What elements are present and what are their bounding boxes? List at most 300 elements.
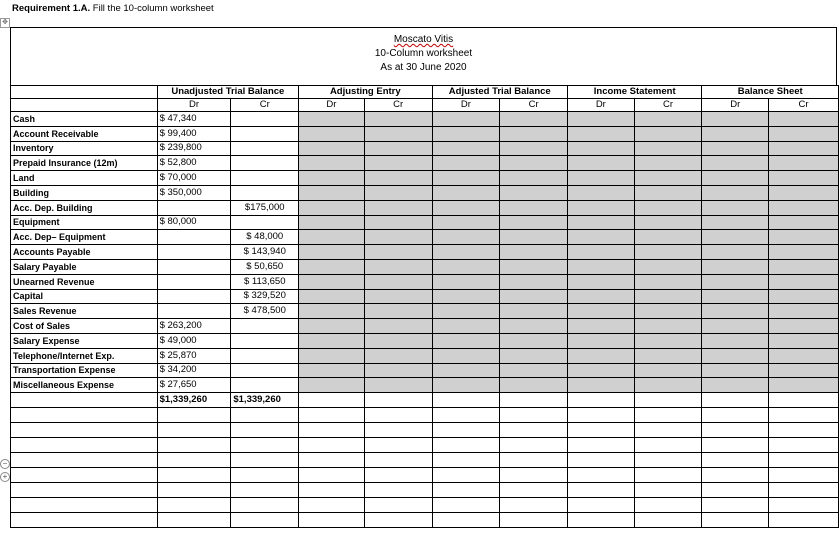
unadjusted-dr[interactable]: $ 70,000 (157, 171, 231, 186)
worksheet-entry-cell[interactable] (432, 363, 500, 378)
worksheet-entry-cell[interactable] (702, 289, 769, 304)
worksheet-entry-cell[interactable] (364, 259, 432, 274)
blank-cell[interactable] (500, 497, 568, 512)
worksheet-entry-cell[interactable] (500, 156, 568, 171)
worksheet-entry-cell[interactable] (634, 259, 702, 274)
unadjusted-cr[interactable] (231, 185, 299, 200)
worksheet-entry-cell[interactable] (769, 363, 839, 378)
requirement-label: Requirement 1.A. (12, 3, 91, 14)
worksheet-entry-cell[interactable] (500, 333, 568, 348)
worksheet-entry-cell[interactable] (567, 304, 634, 319)
unadjusted-dr[interactable] (157, 245, 231, 260)
worksheet-entry-cell[interactable] (702, 156, 769, 171)
worksheet-entry-cell[interactable] (634, 363, 702, 378)
worksheet-entry-cell[interactable] (432, 230, 500, 245)
worksheet-entry-cell[interactable] (299, 200, 365, 215)
blank-cell[interactable] (11, 407, 158, 422)
blank-cell[interactable] (769, 482, 839, 497)
blank-cell[interactable] (702, 437, 769, 452)
worksheet-entry-cell[interactable] (500, 126, 568, 141)
worksheet-entry-cell[interactable] (500, 141, 568, 156)
worksheet-entry-cell[interactable] (500, 319, 568, 334)
unadjusted-dr[interactable]: $ 350,000 (157, 185, 231, 200)
worksheet-entry-cell[interactable] (634, 200, 702, 215)
worksheet-entry-cell[interactable] (299, 333, 365, 348)
total-entry-cell[interactable] (769, 393, 839, 408)
worksheet-entry-cell[interactable] (769, 245, 839, 260)
blank-cell[interactable] (231, 467, 299, 482)
unadjusted-dr[interactable] (157, 304, 231, 319)
account-name: Miscellaneous Expense (11, 378, 158, 393)
worksheet-entry-cell[interactable] (299, 363, 365, 378)
worksheet-entry-cell[interactable] (364, 319, 432, 334)
worksheet-entry-cell[interactable] (702, 304, 769, 319)
table-move-icon[interactable]: ✥ (0, 18, 10, 28)
blank-cell[interactable] (157, 467, 231, 482)
blank-cell[interactable] (769, 437, 839, 452)
worksheet-title-block (10, 27, 837, 86)
worksheet-entry-cell[interactable] (364, 363, 432, 378)
worksheet-entry-cell[interactable] (634, 171, 702, 186)
worksheet-entry-cell[interactable] (634, 126, 702, 141)
blank-cell[interactable] (231, 497, 299, 512)
blank-cell[interactable] (500, 452, 568, 467)
worksheet-entry-cell[interactable] (634, 156, 702, 171)
blank-cell[interactable] (432, 407, 500, 422)
total-entry-cell[interactable] (634, 393, 702, 408)
unadjusted-cr[interactable] (231, 319, 299, 334)
worksheet-entry-cell[interactable] (769, 230, 839, 245)
unadjusted-dr[interactable]: $ 49,000 (157, 333, 231, 348)
blank-cell[interactable] (231, 437, 299, 452)
worksheet-entry-cell[interactable] (567, 333, 634, 348)
worksheet-entry-cell[interactable] (500, 259, 568, 274)
blank-cell[interactable] (11, 467, 158, 482)
worksheet-entry-cell[interactable] (634, 245, 702, 260)
worksheet-entry-cell[interactable] (634, 319, 702, 334)
unadjusted-cr[interactable] (231, 171, 299, 186)
blank-cell[interactable] (157, 497, 231, 512)
worksheet-entry-cell[interactable] (702, 245, 769, 260)
worksheet-entry-cell[interactable] (702, 215, 769, 230)
unadjusted-cr[interactable] (231, 348, 299, 363)
worksheet-entry-cell[interactable] (500, 363, 568, 378)
add-row-icon[interactable]: + (0, 472, 10, 482)
worksheet-entry-cell[interactable] (567, 274, 634, 289)
worksheet-entry-cell[interactable] (769, 215, 839, 230)
worksheet-entry-cell[interactable] (769, 304, 839, 319)
unadjusted-cr[interactable]: $ 329,520 (231, 289, 299, 304)
blank-cell[interactable] (567, 422, 634, 437)
worksheet-entry-cell[interactable] (702, 319, 769, 334)
blank-row (11, 452, 839, 467)
worksheet-entry-cell[interactable] (432, 289, 500, 304)
worksheet-entry-cell[interactable] (432, 259, 500, 274)
worksheet-entry-cell[interactable] (567, 126, 634, 141)
worksheet-entry-cell[interactable] (769, 319, 839, 334)
worksheet-entry-cell[interactable] (769, 185, 839, 200)
blank-cell[interactable] (299, 422, 365, 437)
unadjusted-cr[interactable] (231, 156, 299, 171)
worksheet-entry-cell[interactable] (634, 230, 702, 245)
worksheet-entry-cell[interactable] (702, 230, 769, 245)
worksheet-entry-cell[interactable] (364, 126, 432, 141)
worksheet-entry-cell[interactable] (769, 171, 839, 186)
blank-cell[interactable] (702, 407, 769, 422)
worksheet-entry-cell[interactable] (769, 348, 839, 363)
blank-cell[interactable] (364, 482, 432, 497)
worksheet-entry-cell[interactable] (432, 112, 500, 127)
worksheet-entry-cell[interactable] (364, 378, 432, 393)
blank-cell[interactable] (500, 512, 568, 527)
unadjusted-cr[interactable] (231, 378, 299, 393)
worksheet-entry-cell[interactable] (500, 245, 568, 260)
unadjusted-dr[interactable] (157, 200, 231, 215)
worksheet-entry-cell[interactable] (299, 126, 365, 141)
unadjusted-cr[interactable]: $ 478,500 (231, 304, 299, 319)
blank-cell[interactable] (702, 482, 769, 497)
worksheet-entry-cell[interactable] (769, 126, 839, 141)
unadjusted-cr[interactable]: $175,000 (231, 200, 299, 215)
worksheet-entry-cell[interactable] (634, 378, 702, 393)
unadjusted-cr[interactable] (231, 141, 299, 156)
worksheet-entry-cell[interactable] (299, 141, 365, 156)
worksheet-entry-cell[interactable] (567, 230, 634, 245)
worksheet-entry-cell[interactable] (364, 185, 432, 200)
worksheet-entry-cell[interactable] (769, 112, 839, 127)
account-row (11, 200, 839, 215)
worksheet-entry-cell[interactable] (702, 185, 769, 200)
total-entry-cell[interactable] (702, 393, 769, 408)
unadjusted-dr[interactable]: $ 47,340 (157, 112, 231, 127)
unadjusted-cr[interactable] (231, 333, 299, 348)
blank-cell[interactable] (769, 452, 839, 467)
blank-cell[interactable] (157, 452, 231, 467)
unadjusted-cr[interactable] (231, 112, 299, 127)
blank-cell[interactable] (11, 512, 158, 527)
total-entry-cell[interactable] (299, 393, 365, 408)
unadjusted-cr[interactable] (231, 215, 299, 230)
worksheet-entry-cell[interactable] (702, 171, 769, 186)
worksheet-entry-cell[interactable] (567, 348, 634, 363)
worksheet-entry-cell[interactable] (634, 274, 702, 289)
blank-cell[interactable] (500, 422, 568, 437)
blank-cell[interactable] (702, 452, 769, 467)
worksheet-entry-cell[interactable] (702, 141, 769, 156)
blank-cell[interactable] (567, 497, 634, 512)
worksheet-entry-cell[interactable] (364, 141, 432, 156)
blank-cell[interactable] (567, 467, 634, 482)
unadjusted-cr[interactable]: $ 50,650 (231, 259, 299, 274)
worksheet-entry-cell[interactable] (702, 126, 769, 141)
blank-cell[interactable] (769, 512, 839, 527)
worksheet-entry-cell[interactable] (702, 333, 769, 348)
worksheet-entry-cell[interactable] (500, 274, 568, 289)
worksheet-entry-cell[interactable] (432, 333, 500, 348)
blank-cell[interactable] (769, 407, 839, 422)
account-subheader-cell (11, 99, 158, 112)
blank-cell[interactable] (634, 497, 702, 512)
blank-cell[interactable] (231, 482, 299, 497)
worksheet-entry-cell[interactable] (364, 348, 432, 363)
worksheet-entry-cell[interactable] (299, 112, 365, 127)
worksheet-entry-cell[interactable] (702, 112, 769, 127)
worksheet-entry-cell[interactable] (567, 289, 634, 304)
blank-cell[interactable] (157, 512, 231, 527)
blank-cell[interactable] (11, 452, 158, 467)
worksheet-entry-cell[interactable] (500, 215, 568, 230)
worksheet-entry-cell[interactable] (769, 274, 839, 289)
worksheet-entry-cell[interactable] (299, 378, 365, 393)
unadjusted-dr[interactable]: $ 263,200 (157, 319, 231, 334)
worksheet-entry-cell[interactable] (299, 274, 365, 289)
worksheet-entry-cell[interactable] (702, 348, 769, 363)
total-entry-cell[interactable] (364, 393, 432, 408)
worksheet-entry-cell[interactable] (702, 200, 769, 215)
worksheet-entry-cell[interactable] (500, 185, 568, 200)
blank-cell[interactable] (769, 422, 839, 437)
worksheet-entry-cell[interactable] (299, 156, 365, 171)
blank-cell[interactable] (634, 422, 702, 437)
worksheet-entry-cell[interactable] (567, 112, 634, 127)
blank-cell[interactable] (432, 512, 500, 527)
blank-cell[interactable] (432, 482, 500, 497)
worksheet-entry-cell[interactable] (364, 171, 432, 186)
worksheet-entry-cell[interactable] (567, 185, 634, 200)
worksheet-entry-cell[interactable] (364, 289, 432, 304)
unadjusted-cr[interactable] (231, 363, 299, 378)
worksheet-entry-cell[interactable] (702, 363, 769, 378)
worksheet-entry-cell[interactable] (500, 230, 568, 245)
blank-cell[interactable] (11, 482, 158, 497)
worksheet-entry-cell[interactable] (500, 112, 568, 127)
worksheet-entry-cell[interactable] (299, 348, 365, 363)
worksheet-entry-cell[interactable] (567, 259, 634, 274)
worksheet-entry-cell[interactable] (567, 245, 634, 260)
blank-cell[interactable] (634, 482, 702, 497)
worksheet-entry-cell[interactable] (432, 348, 500, 363)
worksheet-entry-cell[interactable] (567, 215, 634, 230)
blank-cell[interactable] (769, 467, 839, 482)
blank-cell[interactable] (702, 497, 769, 512)
worksheet-entry-cell[interactable] (500, 200, 568, 215)
blank-cell[interactable] (231, 407, 299, 422)
worksheet-entry-cell[interactable] (634, 185, 702, 200)
worksheet-entry-cell[interactable] (634, 304, 702, 319)
blank-cell[interactable] (702, 467, 769, 482)
worksheet-entry-cell[interactable] (432, 274, 500, 289)
unadjusted-dr[interactable]: $ 99,400 (157, 126, 231, 141)
worksheet-entry-cell[interactable] (769, 333, 839, 348)
worksheet-entry-cell[interactable] (432, 185, 500, 200)
unadjusted-dr[interactable] (157, 274, 231, 289)
worksheet-entry-cell[interactable] (634, 215, 702, 230)
worksheet-entry-cell[interactable] (364, 333, 432, 348)
blank-cell[interactable] (634, 512, 702, 527)
worksheet-entry-cell[interactable] (769, 200, 839, 215)
blank-cell[interactable] (299, 512, 365, 527)
blank-cell[interactable] (432, 467, 500, 482)
blank-cell[interactable] (702, 422, 769, 437)
blank-cell[interactable] (702, 512, 769, 527)
blank-cell[interactable] (567, 482, 634, 497)
unadjusted-dr[interactable] (157, 289, 231, 304)
worksheet-entry-cell[interactable] (702, 378, 769, 393)
blank-cell[interactable] (364, 437, 432, 452)
unadjusted-cr[interactable]: $ 143,940 (231, 245, 299, 260)
blank-cell[interactable] (500, 467, 568, 482)
worksheet-entry-cell[interactable] (432, 245, 500, 260)
worksheet-entry-cell[interactable] (299, 259, 365, 274)
worksheet-entry-cell[interactable] (567, 200, 634, 215)
blank-cell[interactable] (157, 482, 231, 497)
worksheet-entry-cell[interactable] (567, 141, 634, 156)
blank-cell[interactable] (432, 497, 500, 512)
worksheet-entry-cell[interactable] (500, 171, 568, 186)
blank-cell[interactable] (299, 497, 365, 512)
worksheet-entry-cell[interactable] (567, 156, 634, 171)
worksheet-entry-cell[interactable] (500, 378, 568, 393)
total-entry-cell[interactable] (432, 393, 500, 408)
blank-cell[interactable] (364, 422, 432, 437)
blank-cell[interactable] (299, 407, 365, 422)
blank-cell[interactable] (157, 422, 231, 437)
worksheet-entry-cell[interactable] (432, 304, 500, 319)
blank-cell[interactable] (299, 437, 365, 452)
worksheet-entry-cell[interactable] (364, 304, 432, 319)
worksheet-entry-cell[interactable] (567, 171, 634, 186)
worksheet-entry-cell[interactable] (702, 259, 769, 274)
worksheet-entry-cell[interactable] (769, 378, 839, 393)
worksheet-entry-cell[interactable] (432, 126, 500, 141)
worksheet-entry-cell[interactable] (500, 289, 568, 304)
worksheet-entry-cell[interactable] (364, 200, 432, 215)
worksheet-entry-cell[interactable] (299, 245, 365, 260)
blank-cell[interactable] (364, 512, 432, 527)
unadjusted-cr[interactable]: $ 48,000 (231, 230, 299, 245)
collapse-icon[interactable]: − (0, 459, 10, 469)
worksheet-entry-cell[interactable] (432, 378, 500, 393)
total-entry-cell[interactable] (567, 393, 634, 408)
blank-cell[interactable] (299, 452, 365, 467)
worksheet-entry-cell[interactable] (769, 141, 839, 156)
blank-cell[interactable] (567, 437, 634, 452)
worksheet-entry-cell[interactable] (634, 289, 702, 304)
worksheet-entry-cell[interactable] (364, 156, 432, 171)
worksheet-entry-cell[interactable] (432, 319, 500, 334)
account-name: Telephone/Internet Exp. (11, 348, 158, 363)
unadjusted-cr[interactable] (231, 126, 299, 141)
blank-cell[interactable] (231, 512, 299, 527)
unadjusted-dr[interactable]: $ 25,870 (157, 348, 231, 363)
blank-cell[interactable] (364, 407, 432, 422)
worksheet-entry-cell[interactable] (299, 289, 365, 304)
worksheet-entry-cell[interactable] (364, 230, 432, 245)
unadjusted-dr[interactable] (157, 230, 231, 245)
account-row (11, 126, 839, 141)
blank-cell[interactable] (11, 497, 158, 512)
worksheet-entry-cell[interactable] (500, 348, 568, 363)
worksheet-entry-cell[interactable] (634, 141, 702, 156)
blank-cell[interactable] (11, 422, 158, 437)
blank-cell[interactable] (634, 437, 702, 452)
blank-cell[interactable] (231, 422, 299, 437)
unadjusted-dr[interactable]: $ 80,000 (157, 215, 231, 230)
blank-cell[interactable] (364, 452, 432, 467)
worksheet-entry-cell[interactable] (634, 348, 702, 363)
unadjusted-dr[interactable] (157, 259, 231, 274)
worksheet-entry-cell[interactable] (567, 319, 634, 334)
blank-cell[interactable] (364, 497, 432, 512)
worksheet-entry-cell[interactable] (500, 304, 568, 319)
worksheet-entry-cell[interactable] (364, 215, 432, 230)
worksheet-entry-cell[interactable] (299, 304, 365, 319)
worksheet-entry-cell[interactable] (432, 171, 500, 186)
worksheet-entry-cell[interactable] (299, 230, 365, 245)
worksheet-entry-cell[interactable] (432, 141, 500, 156)
blank-cell[interactable] (500, 407, 568, 422)
worksheet-entry-cell[interactable] (702, 274, 769, 289)
worksheet-entry-cell[interactable] (432, 200, 500, 215)
worksheet-entry-cell[interactable] (364, 112, 432, 127)
blank-cell[interactable] (432, 452, 500, 467)
blank-cell[interactable] (157, 437, 231, 452)
worksheet-entry-cell[interactable] (769, 156, 839, 171)
worksheet-entry-cell[interactable] (634, 112, 702, 127)
total-entry-cell[interactable] (500, 393, 568, 408)
blank-cell[interactable] (567, 452, 634, 467)
worksheet-entry-cell[interactable] (769, 259, 839, 274)
blank-cell[interactable] (299, 467, 365, 482)
worksheet-entry-cell[interactable] (299, 171, 365, 186)
blank-cell[interactable] (567, 512, 634, 527)
worksheet-entry-cell[interactable] (299, 185, 365, 200)
worksheet-entry-cell[interactable] (567, 378, 634, 393)
blank-cell[interactable] (11, 437, 158, 452)
blank-cell[interactable] (432, 437, 500, 452)
unadjusted-cr[interactable]: $ 113,650 (231, 274, 299, 289)
blank-cell[interactable] (364, 467, 432, 482)
blank-cell[interactable] (157, 407, 231, 422)
blank-cell[interactable] (634, 407, 702, 422)
worksheet-entry-cell[interactable] (769, 289, 839, 304)
unadjusted-dr[interactable]: $ 34,200 (157, 363, 231, 378)
worksheet-entry-cell[interactable] (634, 333, 702, 348)
worksheet-entry-cell[interactable] (567, 363, 634, 378)
unadjusted-dr[interactable]: $ 27,650 (157, 378, 231, 393)
blank-cell[interactable] (500, 437, 568, 452)
blank-cell[interactable] (299, 482, 365, 497)
account-row (11, 363, 839, 378)
worksheet-entry-cell[interactable] (364, 245, 432, 260)
blank-cell[interactable] (634, 467, 702, 482)
blank-cell[interactable] (567, 407, 634, 422)
worksheet-entry-cell[interactable] (432, 156, 500, 171)
unadjusted-dr[interactable]: $ 239,800 (157, 141, 231, 156)
blank-cell[interactable] (769, 497, 839, 512)
blank-cell[interactable] (432, 422, 500, 437)
worksheet-entry-cell[interactable] (299, 319, 365, 334)
worksheet-entry-cell[interactable] (299, 215, 365, 230)
unadjusted-dr[interactable]: $ 52,800 (157, 156, 231, 171)
worksheet-entry-cell[interactable] (364, 274, 432, 289)
blank-cell[interactable] (500, 482, 568, 497)
account-row (11, 141, 839, 156)
blank-cell[interactable] (231, 452, 299, 467)
blank-cell[interactable] (634, 452, 702, 467)
worksheet-entry-cell[interactable] (432, 215, 500, 230)
group-header-2: Adjusted Trial Balance (432, 86, 567, 99)
